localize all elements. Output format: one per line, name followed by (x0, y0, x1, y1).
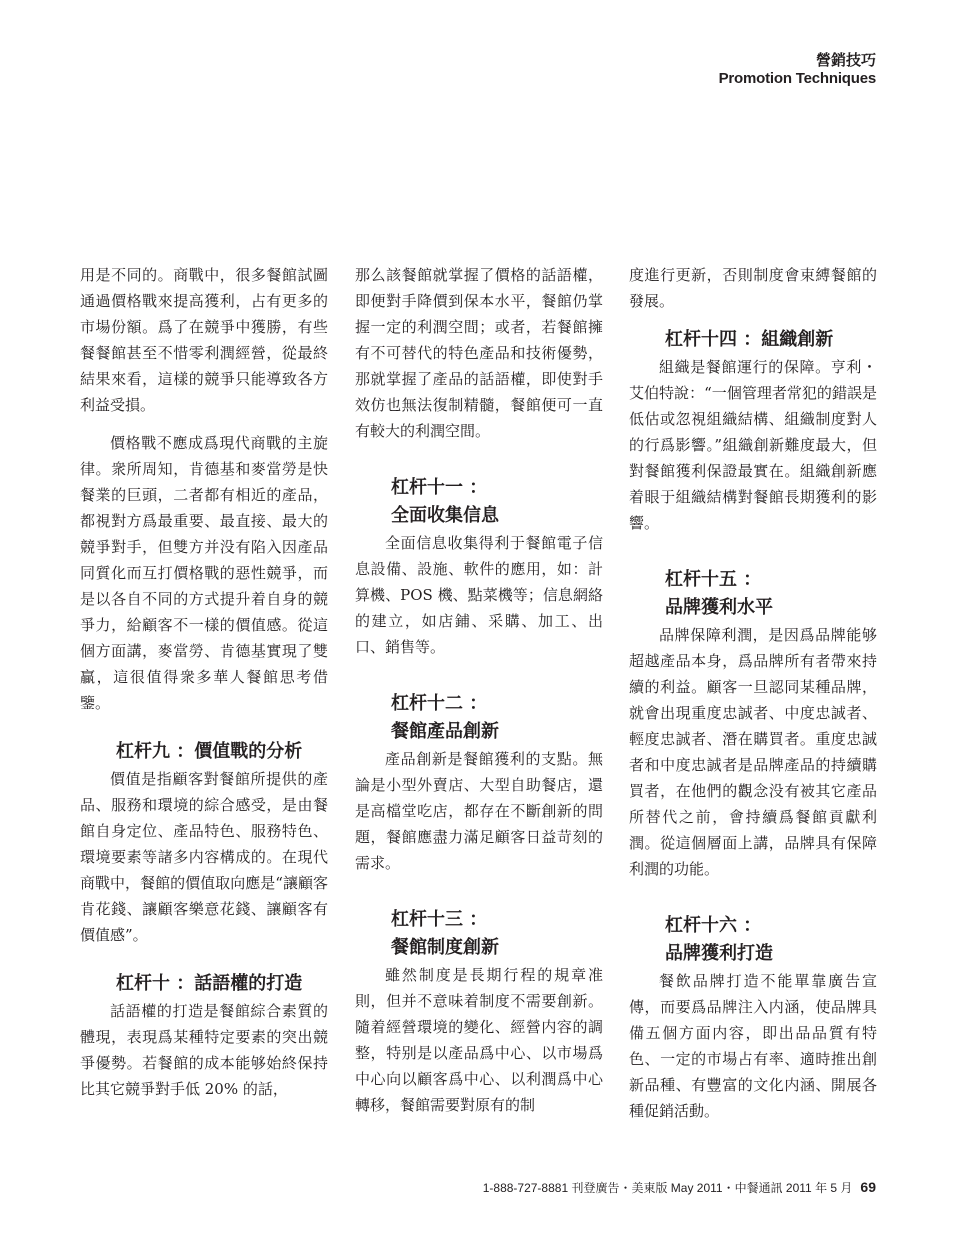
section-title-en: Promotion Techniques (718, 70, 876, 87)
lever-11-heading (355, 474, 603, 530)
section-header (719, 50, 876, 88)
heading-line: 杠杆十一 ： (391, 477, 488, 498)
lever-14-heading: 杠杆十四 ：組織創新 (665, 329, 834, 350)
section-title-zh: 營銷技巧 (815, 51, 876, 69)
paragraph: 組織是餐館運行的保障。亨利・艾伯特說：“一個管理者常犯的錯誤是低估或忽視組織結構、組織制度對人的行爲影響。”組織創新難度最大，但對餐館獲利保證最實在。組織創新應着眼于組織結構對餐館長期獲利的影響。 (629, 358, 877, 532)
paragraph: 雖然制度是長期行程的規章准則，但并不意味着制度不需要創新。隨着經營環境的變化、經營内容的調整，特别是以產品爲中心、以市場爲中心向以顧客爲中心、以利潤爲中心轉移，餐館需要對原有的制 (355, 966, 603, 1114)
heading-line: 全面收集信息 (391, 505, 499, 526)
column-2 (355, 262, 603, 1118)
lever-13-heading (355, 906, 603, 962)
heading-line: 品牌獲利水平 (665, 597, 773, 618)
heading-line: 杠杆十二 ： (391, 693, 488, 714)
paragraph: 度進行更新，否則制度會束縛餐館的發展。 (629, 266, 877, 310)
heading-line: 杠杆十六 ： (665, 915, 762, 936)
column-3 (629, 262, 877, 1124)
column-1 (80, 262, 328, 1102)
heading-line: 餐館制度創新 (391, 937, 499, 958)
paragraph: 餐飲品牌打造不能單靠廣告宣傳，而要爲品牌注入内涵，使品牌具備五個方面内容，即出品品質有特色、一定的市場占有率、適時推出創新品種、有豐富的文化内涵、開展各種促銷活動。 (629, 972, 877, 1120)
page-number: 69 (860, 1179, 876, 1195)
paragraph: 品牌保障利潤，是因爲品牌能够超越產品本身，爲品牌所有者帶來持續的利益。顧客一旦認同某種品牌，就會出現重度忠誠者、中度忠誠者、輕度忠誠者、潛在購買者。重度忠誠者和中度忠誠者是品牌產品的持續購買者，在他們的觀念没有被其它產品所替代之前，會持續爲餐館貢獻利潤。從這個層面上講，品牌具有保障利潤的功能。 (629, 626, 877, 878)
lever-12-heading (355, 690, 603, 746)
heading-line: 餐館產品創新 (391, 721, 499, 742)
heading-line: 杠杆十五 ： (665, 569, 762, 590)
lever-16-heading (629, 912, 877, 968)
paragraph: 那么該餐館就掌握了價格的話語權，即便對手降價到保本水平，餐館仍掌握一定的利潤空間；或者，若餐館擁有不可替代的特色產品和技術優勢，那就掌握了產品的話語權，即使對手效仿也無法復制精髓，餐館便可一直有較大的利潤空間。 (355, 266, 603, 440)
paragraph: 話語權的打造是餐館綜合素質的體現，表現爲某種特定要素的突出競爭優勢。若餐館的成本能够始終保持比其它競爭對手低 20% 的話， (80, 1002, 328, 1098)
lever-10-heading: 杠杆十 ：話語權的打造 (116, 973, 303, 994)
footer-text: 1-888-727-8881 刊登廣告・美東版 May 2011・中餐通訊 2011 年 5 月 (482, 1181, 853, 1195)
heading-line: 品牌獲利打造 (665, 943, 773, 964)
lever-15-heading (629, 566, 877, 622)
page-footer (440, 1178, 876, 1197)
lever-9-heading: 杠杆九 ：價值戰的分析 (116, 741, 303, 762)
heading-line: 杠杆十三 ： (391, 909, 488, 930)
paragraph: 價格戰不應成爲現代商戰的主旋律。衆所周知，肯德基和麥當勞是快餐業的巨頭，二者都有相近的產品，都視對方爲最重要、最直接、最大的競爭對手，但雙方并没有陷入因產品同質化而互打價格戰的惡性競爭，而是以各自不同的方式提升着自身的競爭力，給顧客不一樣的價值感。從這個方面講，麥當勞、肯德基實現了雙贏，這很值得衆多華人餐館思考借鑒。 (80, 434, 328, 712)
paragraph: 全面信息收集得利于餐館電子信息設備、設施、軟件的應用，如：計算機、POS 機、點菜機等；信息網絡的建立，如店鋪、采購、加工、出口、銷售等。 (355, 534, 603, 656)
paragraph: 產品創新是餐館獲利的支點。無論是小型外賣店、大型自助餐店，還是高檔堂吃店，都存在不斷創新的問題，餐館應盡力滿足顧客日益苛刻的需求。 (355, 750, 603, 872)
paragraph: 價值是指顧客對餐館所提供的產品、服務和環境的綜合感受，是由餐館自身定位、產品特色、服務特色、環境要素等諸多内容構成的。在現代商戰中，餐館的價值取向應是“讓顧客肯花錢、讓顧客樂意花錢、讓顧客有價值感”。 (80, 770, 328, 944)
paragraph: 用是不同的。商戰中，很多餐館試圖通過價格戰來提高獲利，占有更多的市場份額。爲了在競爭中獲勝，有些餐餐館甚至不惜零利潤經營，從最終結果來看，這樣的競爭只能導致各方利益受損。 (80, 266, 328, 414)
